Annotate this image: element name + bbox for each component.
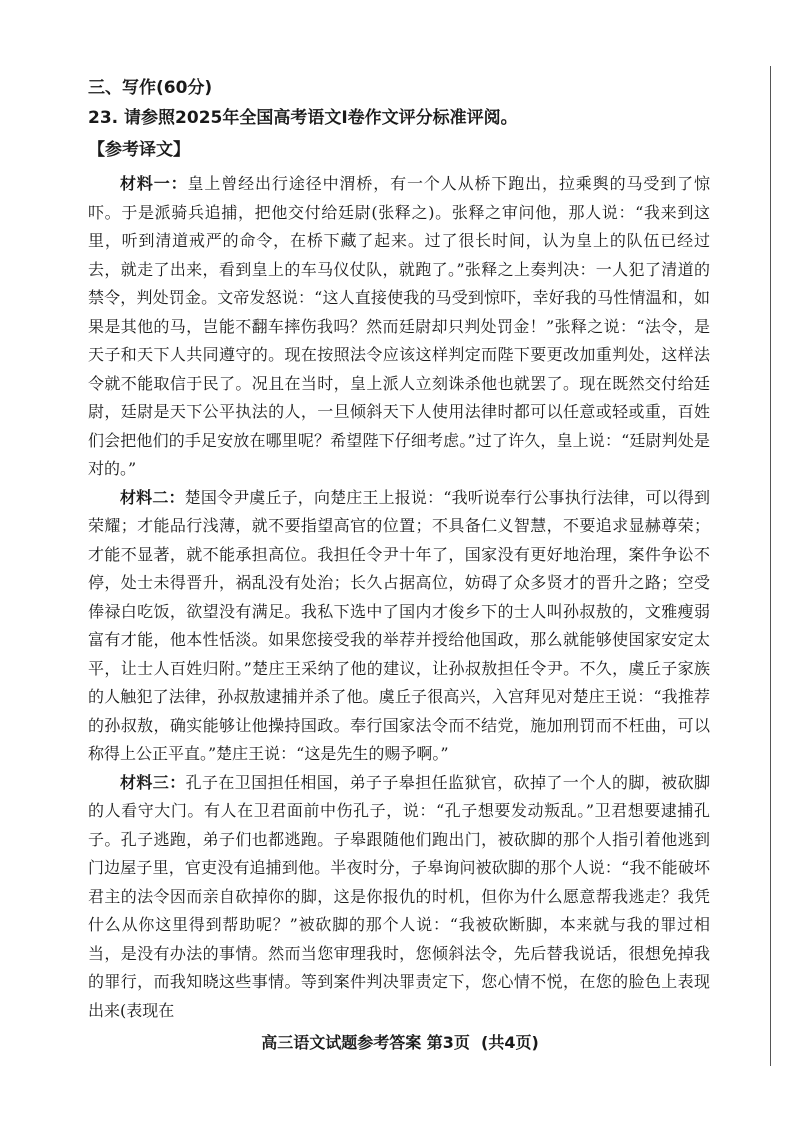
material-1-label: 材料一： [120, 174, 188, 193]
material-2-paragraph [88, 484, 710, 769]
material-2-label: 材料二： [120, 487, 185, 507]
material-3-text: 孔子在卫国担任相国，弟子子皋担任监狱官，砍掉了一个人的脚，被砍脚的人看守大门。有人在卫君面前中伤孔子，说：“孔子想要发动叛乱。”卫君想要逮捕孔子。孔子逃跑，弟子们也都逃跑。子皋跟随他们跑出门，被砍脚的那个人指引着他逃到门边屋子里，官吏没有追捕到他。半夜时分，子皋询问被砍脚的那个人说：“我不能破坏君主的法令因而亲自砍掉你的脚，这是你报仇的时机，但你为什么愿意帮我逃走？我凭什么从你这里得到帮助呢？”被砍脚的那个人说：“我被砍断脚，本来就与我的罪过相当，是没有办法的事情。然而当您审理我时，您倾斜法令，先后替我说话，很想免掉我的罪行，而我知晓这些事情。等到案件判决罪责定下，您心情不悦，在您的脸色上表现出来(表现在 [88, 772, 710, 1020]
material-1-text: 皇上曾经出行途径中渭桥，有一个人从桥下跑出，拉乘舆的马受到了惊吓。于是派骑兵追捕，把他交付给廷尉(张释之)。张释之审问他，那人说：“我来到这里，听到清道戒严的命令，在桥下藏了起来。过了很长时间，认为皇上的队伍已经过去，就走了出来，看到皇上的车马仪仗队，就跑了。”张释之上奏判决：一人犯了清道的禁令，判处罚金。文帝发怒说：“这人直接使我的马受到惊吓，幸好我的马性情温和，如果是其他的马，岂能不翻车摔伤我吗？然而廷尉却只判处罚金！”张释之说：“法令，是天子和天下人共同遵守的。现在按照法令应该这样判定而陛下要更改加重判处，这样法令就不能取信于民了。况且在当时，皇上派人立刻诛杀他也就罢了。现在既然交付给廷尉，廷尉是天下公平执法的人，一旦倾斜天下人使用法律时都可以任意或轻或重，百姓们会把他们的手足安放在哪里呢？希望陛下仔细考虑。”过了许久，皇上说：“廷尉判处是对的。” [88, 174, 710, 478]
page-footer: 高三语文试题参考答案 第3页 (共4页) [261, 1033, 539, 1052]
material-2-text: 楚国令尹虞丘子，向楚庄王上报说：“我听说奉行公事执行法律，可以得到荣耀；才能品行浅薄，就不要指望高官的位置；不具备仁义智慧，不要追求显赫尊荣；才能不显著，就不能承担高位。我担任令尹十年了，国家没有更好地治理，案件争讼不停，处士未得晋升，祸乱没有处治；长久占据高位，妨碍了众多贤才的晋升之路；空受俸禄白吃饭，欲望没有满足。我私下选中了国内才俊乡下的士人叫孙叔敖的，文雅瘦弱富有才能，他本性恬淡。如果您接受我的举荐并授给他国政，那么就能够使国家安定太平，让士人百姓归附。”楚庄王采纳了他的建议，让孙叔敖担任令尹。不久，虞丘子家族的人触犯了法律，孙叔敖逮捕并杀了他。虞丘子很高兴，入宫拜见对楚庄王说：“我推荐的孙叔敖，确实能够让他操持国政。奉行国家法令而不结党，施加刑罚而不枉曲，可以称得上公正平直。”楚庄王说：“这是先生的赐予啊。” [88, 487, 710, 763]
section-heading: 三、写作(60分) [88, 78, 213, 98]
material-3-label: 材料三： [120, 772, 186, 792]
document-body [88, 76, 710, 1025]
question-23: 23. 请参照2025年全国高考语文Ⅰ卷作文评分标准评阅。 [88, 108, 518, 128]
reference-translation-heading: 【参考译文】 [88, 140, 190, 160]
material-1-paragraph [88, 170, 710, 484]
page-right-border [770, 66, 771, 1066]
material-3-paragraph [88, 769, 710, 1026]
